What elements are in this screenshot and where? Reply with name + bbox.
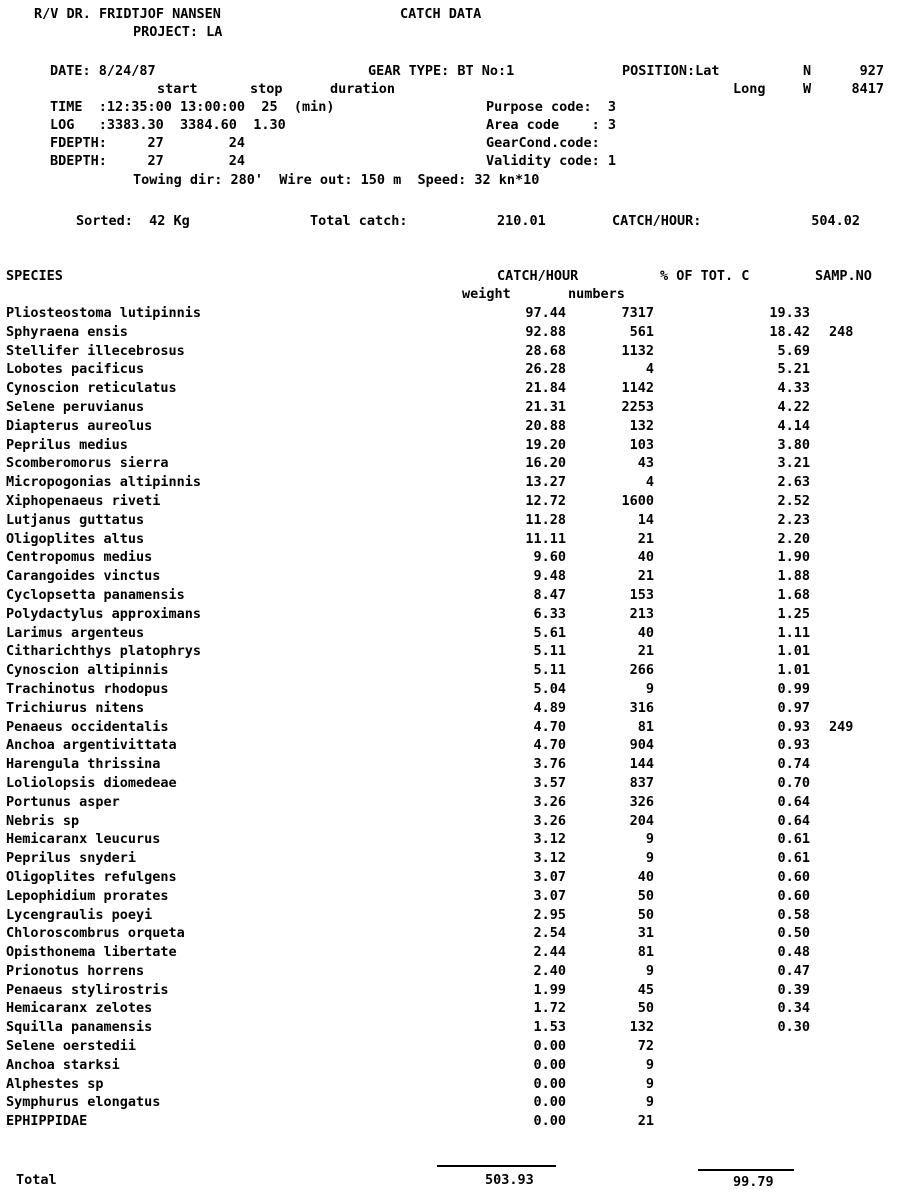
table-row: [0, 360, 900, 379]
col-numbers-header: numbers: [568, 286, 625, 302]
purpose-code: Purpose code: 3: [486, 99, 617, 115]
catch-weight: 8.47: [533, 586, 566, 603]
catch-numbers: 40: [637, 549, 654, 566]
catch-numbers: 31: [637, 925, 654, 942]
catch-numbers: 40: [637, 868, 654, 885]
catch-weight: 97.44: [525, 305, 566, 321]
catch-weight: 20.88: [525, 417, 566, 434]
longitude-value: 8417: [851, 81, 884, 97]
catch-weight: 13.27: [525, 474, 566, 491]
catch-weight: 1.53: [533, 1019, 566, 1036]
species-name: Peprilus snyderi: [6, 850, 137, 867]
catch-weight: 2.95: [533, 906, 566, 923]
total-label: Total: [16, 1172, 57, 1188]
catch-weight: 2.54: [533, 925, 566, 942]
catch-weight: 92.88: [525, 323, 566, 340]
catch-numbers: 50: [637, 1000, 654, 1017]
catch-numbers: 81: [637, 718, 654, 735]
table-row: [0, 1037, 900, 1056]
catch-numbers: 2253: [621, 398, 654, 415]
catch-numbers: 9: [645, 831, 654, 848]
col-samp-header: SAMP.NO: [815, 268, 872, 284]
col-stop-label: stop: [250, 81, 283, 97]
table-row: [0, 342, 900, 361]
pct-of-total: 1.68: [777, 586, 810, 603]
table-row: [0, 981, 900, 1000]
catch-weight: 9.48: [533, 568, 566, 585]
pct-of-total: 1.25: [777, 605, 810, 622]
total-pct: 99.79: [733, 1174, 774, 1190]
table-row: [0, 1018, 900, 1037]
catch-numbers: 326: [629, 793, 654, 810]
col-duration-label: duration: [330, 81, 396, 97]
catch-weight: 21.84: [525, 380, 566, 397]
catch-weight: 3.26: [533, 793, 566, 810]
table-row: [0, 398, 900, 417]
total-weight: 503.93: [485, 1172, 534, 1188]
species-name: Stellifer illecebrosus: [6, 342, 185, 359]
catch-numbers: 21: [637, 1113, 654, 1130]
table-row: [0, 699, 900, 718]
species-name: Anchoa starksi: [6, 1056, 120, 1073]
catch-numbers: 81: [637, 944, 654, 961]
catch-weight: 3.57: [533, 774, 566, 791]
catch-weight: 0.00: [533, 1056, 566, 1073]
position-label: POSITION:Lat: [622, 63, 720, 79]
species-name: Larimus argenteus: [6, 624, 145, 641]
catch-numbers: 904: [629, 737, 654, 754]
catch-numbers: 561: [629, 323, 654, 340]
catch-numbers: 316: [629, 699, 654, 716]
catch-numbers: 9: [645, 962, 654, 979]
table-row: [0, 849, 900, 868]
species-name: Hemicaranx leucurus: [6, 831, 161, 848]
pct-of-total: 0.97: [777, 699, 810, 716]
catch-numbers: 9: [645, 850, 654, 867]
pct-of-total: 0.60: [777, 887, 810, 904]
species-name: Portunus asper: [6, 793, 120, 810]
table-row: [0, 1056, 900, 1075]
catch-numbers: 132: [629, 417, 654, 434]
species-name: Penaeus stylirostris: [6, 981, 169, 998]
longitude-direction: W: [803, 81, 812, 97]
col-pct-header: % OF TOT. C: [660, 268, 750, 284]
area-code: Area code : 3: [486, 117, 617, 133]
species-name: Scomberomorus sierra: [6, 455, 169, 472]
catch-weight: 4.70: [533, 718, 566, 735]
table-row: [0, 1093, 900, 1112]
species-name: Carangoides vinctus: [6, 568, 161, 585]
table-row: [0, 642, 900, 661]
catch-numbers: 21: [637, 643, 654, 660]
pct-of-total: 0.61: [777, 850, 810, 867]
pct-of-total: 0.61: [777, 831, 810, 848]
species-name: Micropogonias altipinnis: [6, 474, 202, 491]
catch-weight: 19.20: [525, 436, 566, 453]
species-name: Cynoscion reticulatus: [6, 380, 177, 397]
table-row: [0, 943, 900, 962]
pct-of-total: 4.14: [777, 417, 810, 434]
table-row: [0, 924, 900, 943]
pct-of-total: 2.23: [777, 511, 810, 528]
catch-weight: 26.28: [525, 361, 566, 378]
catch-numbers: 103: [629, 436, 654, 453]
species-name: Anchoa argentivittata: [6, 737, 177, 754]
col-species-header: SPECIES: [6, 268, 63, 284]
pct-of-total: 0.50: [777, 925, 810, 942]
catch-hour-label: CATCH/HOUR:: [612, 213, 702, 229]
table-row: [0, 718, 900, 737]
table-row: [0, 511, 900, 530]
catch-numbers: 266: [629, 662, 654, 679]
catch-numbers: 40: [637, 624, 654, 641]
time-line: TIME :12:35:00 13:00:00 25 (min): [50, 99, 335, 115]
pct-of-total: 1.01: [777, 643, 810, 660]
catch-numbers: 132: [629, 1019, 654, 1036]
catch-weight: 0.00: [533, 1038, 566, 1055]
species-name: Lepophidium prorates: [6, 887, 169, 904]
table-row: [0, 812, 900, 831]
table-row: [0, 586, 900, 605]
validity-code: Validity code: 1: [486, 153, 617, 169]
catch-numbers: 7317: [621, 305, 654, 321]
table-row: [0, 1075, 900, 1094]
pct-of-total: 0.64: [777, 793, 810, 810]
pct-of-total: 0.58: [777, 906, 810, 923]
table-row: [0, 605, 900, 624]
gearcond-code: GearCond.code:: [486, 135, 600, 151]
table-row: [0, 887, 900, 906]
col-start-label: start: [157, 81, 198, 97]
species-name: Sphyraena ensis: [6, 323, 128, 340]
species-name: Selene oerstedii: [6, 1038, 137, 1055]
catch-weight: 5.61: [533, 624, 566, 641]
col-catch-hour-header: CATCH/HOUR: [497, 268, 579, 284]
catch-weight: 3.12: [533, 831, 566, 848]
table-row: [0, 680, 900, 699]
catch-weight: 1.72: [533, 1000, 566, 1017]
pct-of-total: 4.22: [777, 398, 810, 415]
pct-of-total: 3.80: [777, 436, 810, 453]
table-row: [0, 530, 900, 549]
table-row: [0, 736, 900, 755]
pct-of-total: 5.21: [777, 361, 810, 378]
catch-weight: 11.28: [525, 511, 566, 528]
sample-number: 249: [829, 718, 854, 735]
catch-numbers: 1132: [621, 342, 654, 359]
pct-of-total: 0.30: [777, 1019, 810, 1036]
catch-weight: 4.89: [533, 699, 566, 716]
species-name: Polydactylus approximans: [6, 605, 202, 622]
table-row: [0, 492, 900, 511]
catch-weight: 0.00: [533, 1075, 566, 1092]
table-row: [0, 323, 900, 342]
table-row: [0, 567, 900, 586]
pct-of-total: 3.21: [777, 455, 810, 472]
species-name: Lycengraulis poeyi: [6, 906, 153, 923]
catch-weight: 1.99: [533, 981, 566, 998]
pct-of-total: 2.52: [777, 492, 810, 509]
catch-numbers: 72: [637, 1038, 654, 1055]
pct-of-total: 1.88: [777, 568, 810, 585]
species-name: Diapterus aureolus: [6, 417, 153, 434]
total-catch-label: Total catch:: [310, 213, 408, 229]
catch-numbers: 1142: [621, 380, 654, 397]
latitude-direction: N: [803, 63, 812, 79]
species-name: Citharichthys platophrys: [6, 643, 202, 660]
species-name: Pliosteostoma lutipinnis: [6, 305, 202, 321]
catch-weight: 6.33: [533, 605, 566, 622]
catch-numbers: 45: [637, 981, 654, 998]
catch-hour-value: 504.02: [811, 213, 860, 229]
catch-numbers: 1600: [621, 492, 654, 509]
bdepth-line: BDEPTH: 27 24: [50, 153, 246, 169]
table-row: [0, 548, 900, 567]
pct-of-total: 0.60: [777, 868, 810, 885]
catch-numbers: 4: [645, 361, 654, 378]
table-row: [0, 661, 900, 680]
pct-of-total: 4.33: [777, 380, 810, 397]
gear-type-label: GEAR TYPE: BT No:1: [368, 63, 515, 79]
catch-numbers: 213: [629, 605, 654, 622]
catch-numbers: 144: [629, 756, 654, 773]
table-row: [0, 304, 900, 323]
species-name: Nebris sp: [6, 812, 80, 829]
species-name: Chloroscombrus orqueta: [6, 925, 185, 942]
pct-of-total: 0.39: [777, 981, 810, 998]
catch-numbers: 204: [629, 812, 654, 829]
catch-numbers: 9: [645, 1094, 654, 1111]
catch-numbers: 9: [645, 1075, 654, 1092]
longitude-label: Long: [733, 81, 766, 97]
log-line: LOG :3383.30 3384.60 1.30: [50, 117, 286, 133]
table-row: [0, 417, 900, 436]
species-name: Cyclopsetta panamensis: [6, 586, 185, 603]
sample-number: 248: [829, 323, 854, 340]
catch-weight: 2.40: [533, 962, 566, 979]
pct-of-total: 1.11: [777, 624, 810, 641]
catch-numbers: 50: [637, 906, 654, 923]
catch-weight: 5.11: [533, 643, 566, 660]
species-name: Prionotus horrens: [6, 962, 145, 979]
catch-numbers: 43: [637, 455, 654, 472]
catch-weight: 2.44: [533, 944, 566, 961]
catch-weight: 3.12: [533, 850, 566, 867]
catch-numbers: 14: [637, 511, 654, 528]
weight-total-rule: [437, 1165, 556, 1167]
table-row: [0, 774, 900, 793]
col-weight-header: weight: [462, 286, 511, 302]
table-row: [0, 868, 900, 887]
species-name: Loliolopsis diomedeae: [6, 774, 177, 791]
species-name: Squilla panamensis: [6, 1019, 153, 1036]
date-label: DATE: 8/24/87: [50, 63, 156, 79]
species-name: Opisthonema libertate: [6, 944, 177, 961]
species-table: [0, 304, 900, 1131]
species-name: Oligoplites altus: [6, 530, 145, 547]
catch-weight: 0.00: [533, 1094, 566, 1111]
species-name: Centropomus medius: [6, 549, 153, 566]
table-row: [0, 436, 900, 455]
pct-of-total: 19.33: [769, 305, 810, 321]
latitude-value: 927: [859, 63, 884, 79]
species-name: Lutjanus guttatus: [6, 511, 145, 528]
species-name: Alphestes sp: [6, 1075, 104, 1092]
catch-weight: 4.70: [533, 737, 566, 754]
catch-numbers: 4: [645, 474, 654, 491]
catch-numbers: 50: [637, 887, 654, 904]
report-title: CATCH DATA: [400, 6, 482, 22]
species-name: Harengula thrissina: [6, 756, 161, 773]
pct-total-rule: [698, 1169, 794, 1171]
catch-numbers: 9: [645, 1056, 654, 1073]
catch-weight: 3.76: [533, 756, 566, 773]
catch-weight: 16.20: [525, 455, 566, 472]
pct-of-total: 0.70: [777, 774, 810, 791]
catch-weight: 21.31: [525, 398, 566, 415]
catch-weight: 3.26: [533, 812, 566, 829]
pct-of-total: 2.63: [777, 474, 810, 491]
pct-of-total: 0.93: [777, 737, 810, 754]
pct-of-total: 1.90: [777, 549, 810, 566]
species-name: Penaeus occidentalis: [6, 718, 169, 735]
sorted-weight: Sorted: 42 Kg: [76, 213, 190, 229]
species-name: Oligoplites refulgens: [6, 868, 177, 885]
pct-of-total: 2.20: [777, 530, 810, 547]
table-row: [0, 379, 900, 398]
catch-weight: 28.68: [525, 342, 566, 359]
catch-weight: 12.72: [525, 492, 566, 509]
catch-numbers: 21: [637, 568, 654, 585]
catch-weight: 5.04: [533, 680, 566, 697]
pct-of-total: 0.93: [777, 718, 810, 735]
fdepth-line: FDEPTH: 27 24: [50, 135, 246, 151]
table-row: [0, 1112, 900, 1131]
species-name: Trachinotus rhodopus: [6, 680, 169, 697]
catch-numbers: 21: [637, 530, 654, 547]
table-row: [0, 454, 900, 473]
project-label: PROJECT: LA: [133, 24, 223, 40]
table-row: [0, 624, 900, 643]
pct-of-total: 0.64: [777, 812, 810, 829]
species-name: Selene peruvianus: [6, 398, 145, 415]
table-row: [0, 999, 900, 1018]
species-name: Symphurus elongatus: [6, 1094, 161, 1111]
table-row: [0, 755, 900, 774]
vessel-name: R/V DR. FRIDTJOF NANSEN: [34, 6, 221, 22]
catch-weight: 0.00: [533, 1113, 566, 1130]
catch-numbers: 153: [629, 586, 654, 603]
pct-of-total: 0.48: [777, 944, 810, 961]
towing-line: Towing dir: 280' Wire out: 150 m Speed: 32 kn*10: [133, 172, 540, 188]
catch-weight: 9.60: [533, 549, 566, 566]
species-name: Trichiurus nitens: [6, 699, 145, 716]
pct-of-total: 0.99: [777, 680, 810, 697]
pct-of-total: 0.74: [777, 756, 810, 773]
pct-of-total: 0.34: [777, 1000, 810, 1017]
table-row: [0, 793, 900, 812]
pct-of-total: 18.42: [769, 323, 810, 340]
table-row: [0, 473, 900, 492]
species-name: EPHIPPIDAE: [6, 1113, 88, 1130]
pct-of-total: 1.01: [777, 662, 810, 679]
catch-weight: 3.07: [533, 868, 566, 885]
pct-of-total: 0.47: [777, 962, 810, 979]
catch-numbers: 9: [645, 680, 654, 697]
table-row: [0, 962, 900, 981]
species-name: Xiphopenaeus riveti: [6, 492, 161, 509]
pct-of-total: 5.69: [777, 342, 810, 359]
catch-weight: 11.11: [525, 530, 566, 547]
species-name: Lobotes pacificus: [6, 361, 145, 378]
species-name: Hemicaranx zelotes: [6, 1000, 153, 1017]
catch-weight: 5.11: [533, 662, 566, 679]
table-row: [0, 830, 900, 849]
species-name: Peprilus medius: [6, 436, 128, 453]
catch-weight: 3.07: [533, 887, 566, 904]
catch-numbers: 837: [629, 774, 654, 791]
species-name: Cynoscion altipinnis: [6, 662, 169, 679]
table-row: [0, 906, 900, 925]
total-catch-value: 210.01: [497, 213, 546, 229]
